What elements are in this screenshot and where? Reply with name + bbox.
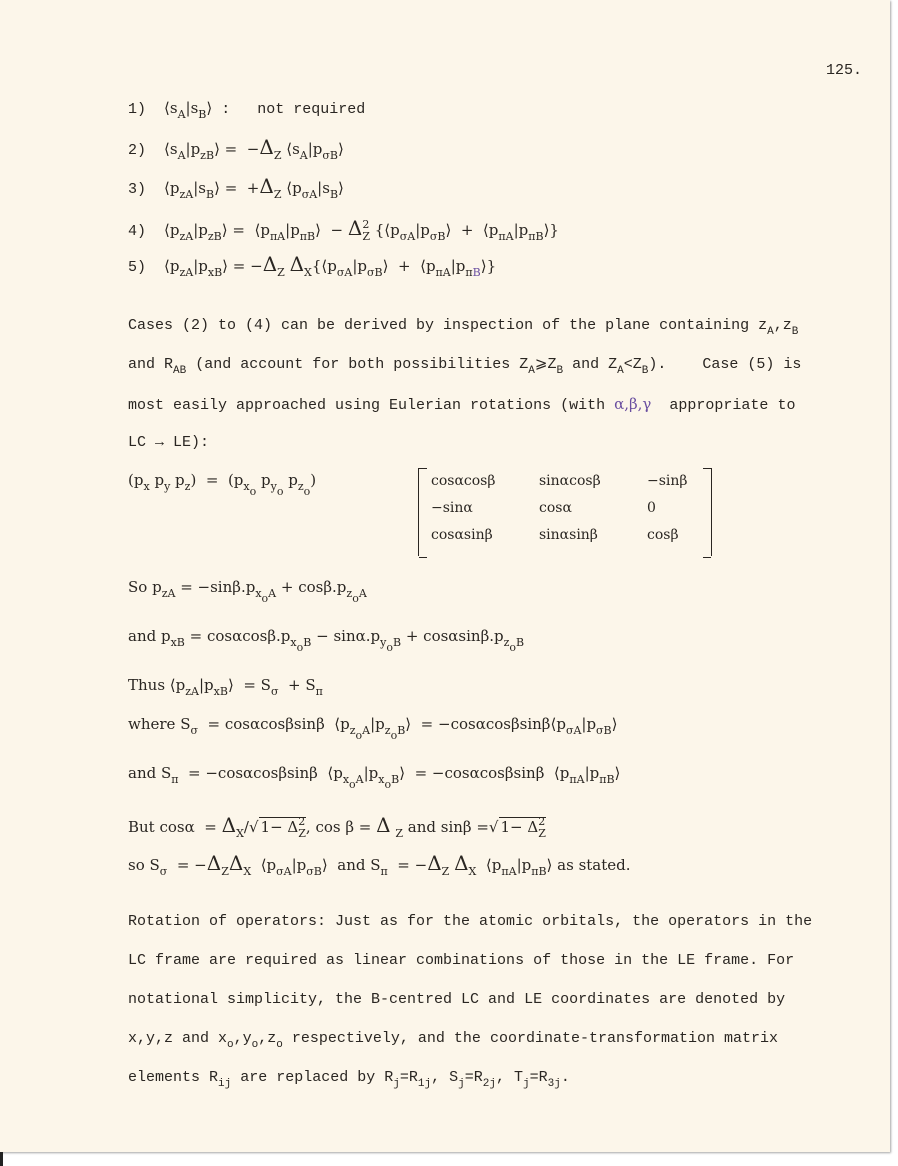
derivation-line-1: So $p_{zA} = -\sin\beta.p_{x_oA} + \cos\beta.p_{z_oA}$: [128, 578, 367, 605]
derivation-line-6: But $\cos\alpha = \Delta_X/√$ $1- \Delta^2_Z$, cos β = Δ $_Z$ and sinβ =√ $1- \Delta^2_Z$: [128, 813, 546, 840]
paragraph-2-line-1: Rotation of operators: Just as for the atomic orbitals, the operators in the: [128, 913, 813, 930]
derivation-line-5: and $S_\pi = -\cos\alpha\cos\beta\sin\beta$ $⟨p_{x_oA}|p_{x_oB}⟩ = -\cos\alpha\cos\beta\sin\beta$ $⟨p_{\pi A}|p_{\pi B}⟩$: [128, 764, 621, 791]
case-2: 2) $⟨s_A|p_{zB}⟩ = -\Delta_Z$ $⟨s_A|p_{\sigma B}⟩$: [128, 135, 344, 162]
scanner-edge: [0, 1152, 3, 1166]
rotation-equation: ($p_x$ $p_y$ $p_z) = (p_{x_o}$ $p_{y_o}$ $p_{z_o}$): [128, 471, 317, 498]
derivation-line-7: so $S_\sigma = -\Delta_Z\Delta_X$ $⟨p_{\sigma A}|p_{\sigma B}⟩$ and $S_\pi = -\Delta_Z$ $\Delta_X$ $⟨p_{\pi A}|p_{\pi B}⟩$ as stated.: [128, 851, 631, 878]
paragraph-1-line-4: LC → LE):: [128, 434, 210, 451]
derivation-line-4: where $S_\sigma = \cos\alpha\cos\beta\sin\beta$ $⟨p_{z_oA}|p_{z_oB}⟩$ = $-\cos\alpha\cos\beta\sin\beta⟨p_{\sigma A}|p_{\sigma B}⟩$: [128, 715, 618, 742]
paragraph-1-line-3: most easily approached using Eulerian rotations (with α,β,γ appropriate to: [128, 395, 796, 414]
paragraph-1-line-1: Cases (2) to (4) can be derived by inspection of the plane containing $z_A,z_B$: [128, 317, 799, 338]
paragraph-2-line-2: LC frame are required as linear combinations of those in the LE frame. For: [128, 952, 795, 969]
paragraph-2-line-3: notational simplicity, the B-centred LC and LE coordinates are denoted by: [128, 991, 786, 1008]
case-1-note: not required: [257, 101, 366, 118]
paragraph-1-line-2: and $R_{AB}$ (and account for both possibilities $Z_A⩾Z_B$ and $Z_A<Z_B$). Case (5) is: [128, 356, 802, 377]
matrix-row-3: cosαsinβ sinαsinβ cosβ: [431, 527, 679, 543]
derivation-line-3: Thus $⟨p_{zA}|p_{xB}⟩ = S_\sigma + S_\pi$: [128, 676, 323, 698]
case-5: 5) $⟨p_{zA}|p_{xB}⟩ = -\Delta_Z$ $\Delta_X\{⟨p_{\sigma A}|p_{\sigma B}⟩$ + $⟨p_{\pi A}|p_{\pi B}⟩$}: [128, 252, 497, 279]
euler-angles: α,β,γ: [614, 395, 652, 413]
rotation-matrix: [418, 468, 712, 556]
matrix-row-1: cosαcosβ sinαcosβ −sinβ: [431, 473, 688, 489]
paragraph-2-line-4: x,y,z and $x_o,y_o,z_o$ respectively, and the coordinate-transformation matrix: [128, 1030, 778, 1051]
derivation-line-2: and $p_{xB} = \cos\alpha\cos\beta.p_{x_oB} - \sin\alpha.p_{y_oB} + \cos\alpha\sin\beta.p_{z_oB}$: [128, 627, 525, 654]
paragraph-2-line-5: elements $R_{ij}$ are replaced by $R_j=R_{1j}$, $S_j=R_{2j}$, $T_j=R_{3j}$.: [128, 1069, 570, 1090]
case-3: 3) $⟨p_{zA}|s_B⟩ = +\Delta_Z$ $⟨p_{\sigma A}|s_B⟩$: [128, 174, 344, 201]
matrix-row-2: −sinα cosα 0: [431, 500, 656, 516]
page-number: 125.: [826, 62, 863, 79]
case-4: 4) $⟨p_{zA}|p_{zB}⟩$ = $⟨p_{\pi A}|p_{\pi B}⟩ - \Delta^2_Z$ {$⟨p_{\sigma A}|p_{\sigma B}⟩$ + $⟨p_{\pi A}|p_{\pi B}⟩$}: [128, 216, 559, 243]
case-1: 1) $⟨s_A|s_B⟩$ : not required: [128, 99, 366, 121]
